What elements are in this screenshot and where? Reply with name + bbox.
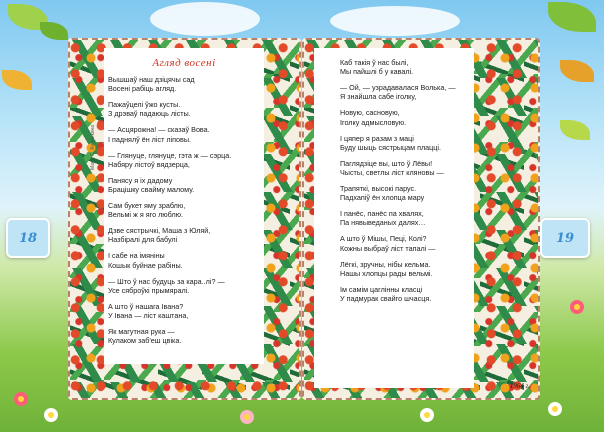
poem-line: Каб такія ў нас былі, [340, 58, 409, 67]
poem-line: А што ў нашага Івана? [108, 301, 184, 311]
poem-line: У падмурак свайго шчасця. [340, 293, 432, 303]
poem-line: З дрэваў падаюць лісты. [108, 109, 191, 119]
poem-line: І сабе на імяніны [108, 251, 165, 261]
poem-line: Я знайшла сабе іголку, [340, 92, 417, 102]
poem-line: — Глянуце, глянуце, гэта ж — сэрца. [108, 150, 232, 160]
stanza [340, 285, 472, 304]
page-number-tab-right [540, 218, 590, 258]
stanza [108, 176, 262, 195]
stanza [340, 108, 472, 127]
poem-line: Сам букет яму зраблю, [108, 200, 186, 210]
poem-line: — Ой, — узрадавалася Волька, — [340, 83, 456, 93]
stanza [108, 125, 262, 144]
stanza [340, 58, 472, 77]
stanza [108, 100, 262, 119]
stanza [108, 75, 262, 94]
open-book [68, 38, 538, 396]
stanza [340, 209, 472, 228]
poem-line: Буду шыць сястрыцам плацці. [340, 142, 441, 152]
poem-line: А што ў Мішы, Пеці, Колі? [340, 234, 427, 244]
poem-line: Назбіралі для бабулі [108, 235, 178, 245]
poem-line: Дзве сястрычкі, Маша з Юляй, [108, 226, 211, 236]
poem-line: Вышшаў наш дзіцячы сад [108, 75, 195, 84]
poem-line: Як магутная рука — [108, 326, 175, 336]
poem-line: — Асцярожна! — сказаў Вова. [108, 125, 210, 135]
poem-line: Набяру лістоў вядзерца, [108, 159, 190, 169]
poem-line: Кожны выбраў ліст тапалі — [340, 243, 436, 253]
stanza [340, 159, 472, 178]
poem-line: Нашы хлопцы рады вельмі. [340, 268, 433, 278]
left-poem-column [108, 75, 262, 352]
poem-line: Кошык буйнае рабіны. [108, 260, 183, 270]
poem-date: 1964 г. [509, 382, 530, 390]
poem-line: — Што ў нас будуць за кара..лі? — [108, 276, 225, 286]
right-page [302, 38, 540, 400]
stanza [108, 151, 262, 170]
stanza [340, 184, 472, 203]
poem-title: Агляд восені [152, 57, 216, 69]
poem-line: І панёс, панёс па хвалях, [340, 209, 424, 219]
poem-line: І паднялў ён ліст ліповы. [108, 134, 192, 144]
stanza [108, 226, 262, 245]
poem-line: І цяпер я разам з маці [340, 133, 414, 143]
stanza [108, 277, 262, 296]
poem-line: Кулаком заб'еш цвіка. [108, 336, 182, 346]
poem-line: Мы пайшлі б у кавалі. [340, 67, 414, 77]
stanza [108, 201, 262, 220]
poem-line: Усе сяброўкі прымяралі. [108, 285, 190, 295]
poem-line: Пажаўцелі ўжо кусты. [108, 100, 181, 110]
poem-line: Ім самім цаглінны класці [340, 284, 423, 294]
page-number-tab-left [6, 218, 50, 258]
poem-line: Восені рабіць агляд. [108, 84, 177, 94]
poem-line: Лёгкі, зручны, нібы кельма. [340, 259, 431, 269]
poem-line: Падхапіў ён хлопца мару [340, 193, 425, 203]
stanza [340, 83, 472, 102]
poem-line: У Івана — ліст каштана, [108, 310, 189, 320]
poem-line: Па нявыведаных далях… [340, 218, 426, 228]
stanza [108, 302, 262, 321]
poem-line: Вельмі ж я яго люблю. [108, 210, 184, 220]
poem-line: Брацішку свайму малому. [108, 185, 195, 195]
stanza [340, 260, 472, 279]
stanza [108, 327, 262, 346]
left-page [68, 38, 301, 400]
stanza [340, 234, 472, 253]
page-number-right: 19 [555, 230, 575, 246]
poem-line: Чысты, светлы ліст кляновы — [340, 168, 444, 178]
poem-line: Панясу я іх дадому [108, 175, 173, 185]
illustrator-credit: Маст. С. Калинкина [90, 124, 96, 170]
poem-line: Іголку адмысловую. [340, 117, 407, 127]
page-number-left: 18 [18, 230, 38, 246]
poem-line: Паглядзіце вы, што ў Лёвы! [340, 158, 433, 168]
poem-line: Новую, сасновую, [340, 108, 400, 118]
poem-line: Трапяткі, высокі парус. [340, 183, 417, 193]
stanza [340, 134, 472, 153]
right-poem-column [340, 58, 472, 310]
stanza [108, 251, 262, 270]
